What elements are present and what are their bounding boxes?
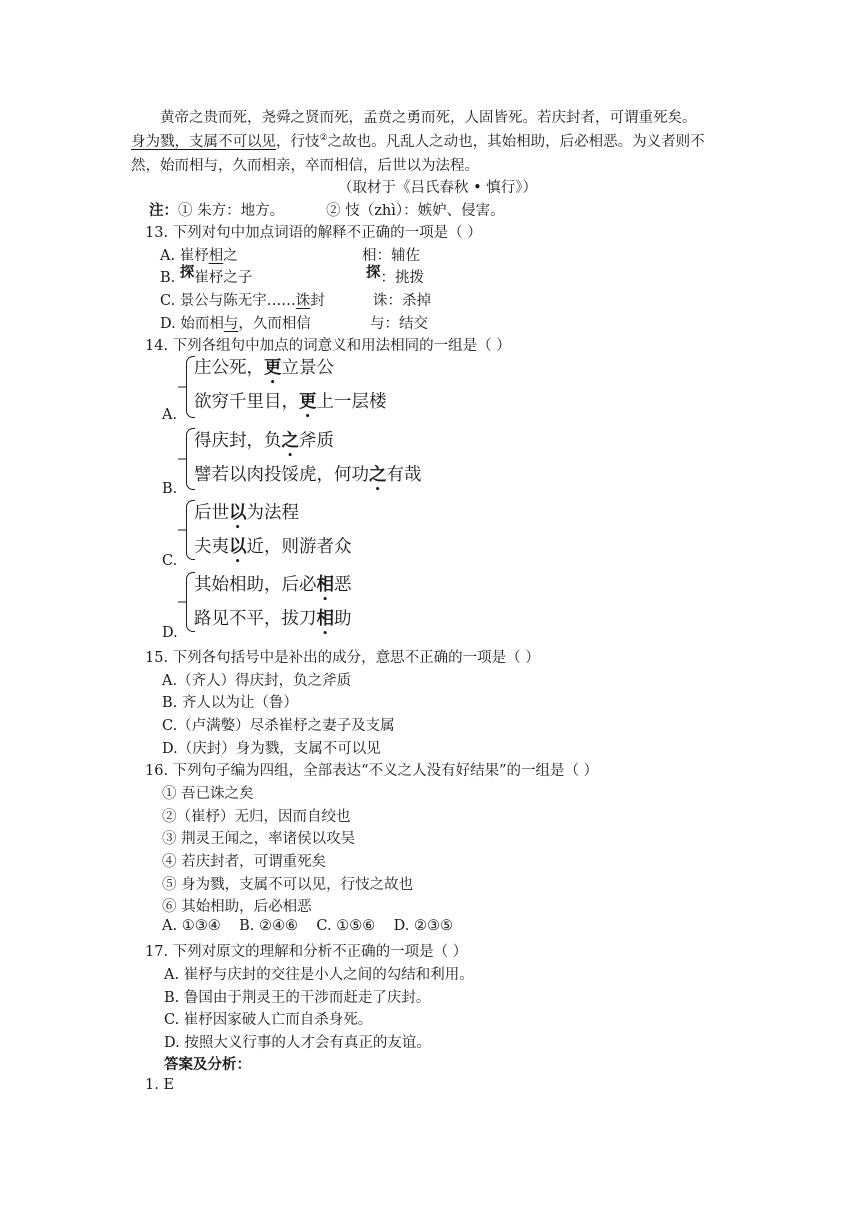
passage-line-2: 身为戮，支属不可以见，行忮②之故也。凡乱人之动也，其始相助，后必相恶。为义者则不 — [131, 133, 705, 150]
q17-option-a: A. 崔杼与庆封的交往是小人之间的勾结和利用。 — [164, 967, 474, 983]
q17-option-c: C. 崔杼因家破人亡而自杀身死。 — [164, 1012, 373, 1028]
q14-b-sentence-1: 得庆封，负之斧质 — [194, 431, 334, 451]
q16-choices: A. ①③④ B. ②④⑥ C. ①⑤⑥ D. ②③⑤ — [162, 918, 453, 934]
q13-option-d: D. 始而相与，久而相信 — [160, 316, 311, 332]
q15-option-c: C.（卢满嫳）尽杀崔杼之妻子及支属 — [162, 718, 395, 734]
notes — [149, 199, 505, 220]
passage-line-3: 然，始而相与，久而相亲，卒而相信，后世以为法程。 — [131, 158, 479, 174]
q15-option-d: D.（庆封）身为戮，支属不可以见 — [162, 741, 381, 757]
q13-option-c: C. 景公与陈无宇……诛封 — [160, 293, 325, 309]
q14-c-label: C. — [162, 553, 178, 569]
underlined-phrase: 身为戮，支属不可以见 — [131, 134, 276, 150]
q17-option-b: B. 鲁国由于荆灵王的干涉而赶走了庆封。 — [164, 990, 431, 1006]
q13-gloss-a: 相：辅佐 — [362, 248, 420, 264]
q15-option-b: B. 齐人以为让（鲁） — [162, 695, 298, 711]
note-1: ① 朱方：地方。 — [178, 203, 285, 219]
footnote-marker: ② — [319, 133, 328, 144]
q16-item-2: ②（崔杼）无归，因而自绞也 — [162, 809, 351, 825]
q14-a-label: A. — [162, 407, 178, 423]
q14-stem: 14. 下列各组句中加点的词意义和用法相同的一组是（ ） — [145, 338, 511, 354]
notes-label: 注： — [149, 202, 178, 219]
passage-line-1: 黄帝之贵而死，尧舜之贤而死，孟贲之勇而死，人固皆死。若庆封者，可谓重死矣。 — [160, 110, 697, 126]
q17-stem: 17. 下列对原文的理解和分析不正确的一项是（ ） — [145, 944, 468, 960]
q16-item-5: ⑤ 身为戮，支属不可以见，行忮之故也 — [162, 877, 414, 893]
q15-stem: 15. 下列各句括号中是补出的成分，意思不正确的一项是（ ） — [145, 650, 540, 666]
answers-heading: 答案及分析： — [164, 1056, 251, 1073]
q15-option-a: A.（齐人）得庆封，负之斧质 — [162, 673, 352, 689]
q13-gloss-d: 与：结交 — [370, 316, 428, 332]
q14-d-label: D. — [162, 625, 178, 641]
note-2: ② 忮（zhì）：嫉妒、侵害。 — [326, 203, 505, 219]
q14-c-sentence-2: 夫夷以近，则游者众 — [194, 537, 352, 557]
q14-b-label: B. — [162, 481, 178, 497]
q14-c-sentence-1: 后世以为法程 — [194, 503, 299, 523]
q13-gloss-c: 诛：杀掉 — [373, 293, 431, 309]
q16-item-3: ③ 荆灵王闻之，率诸侯以攻吴 — [162, 831, 356, 847]
q16-item-1: ① 吾已诛之矣 — [162, 786, 254, 802]
q14-a-sentence-2: 欲穷千里目，更上一层楼 — [194, 392, 387, 412]
q17-option-d: D. 按照大义行事的人才会有真正的友谊。 — [164, 1035, 431, 1051]
q14-d-sentence-2: 路见不平，拔刀相助 — [194, 609, 352, 629]
q16-item-6: ⑥ 其始相助，后必相恶 — [162, 899, 312, 915]
q16-stem: 16. 下列句子编为四组，全部表达“不义之人没有好结果”的一组是（ ） — [145, 763, 599, 779]
answer-1: 1. E — [145, 1077, 175, 1093]
q14-d-sentence-1: 其始相助，后必相恶 — [194, 575, 352, 595]
q13-stem: 13. 下列对句中加点词语的解释不正确的一项是（ ） — [145, 225, 482, 241]
passage-source: （取材于《吕氏春秋 • 慎行》） — [338, 180, 538, 196]
q13-gloss-b: 探：挑拨 — [366, 264, 424, 286]
q16-item-4: ④ 若庆封者，可谓重死矣 — [162, 854, 327, 870]
q14-a-sentence-1: 庄公死，更立景公 — [194, 358, 334, 378]
q13-option-b: B. 探崔杼之子 — [160, 264, 253, 286]
q13-option-a: A. 崔杼相之 — [160, 248, 238, 264]
q14-b-sentence-2: 譬若以肉投馁虎，何功之有哉 — [194, 465, 422, 485]
